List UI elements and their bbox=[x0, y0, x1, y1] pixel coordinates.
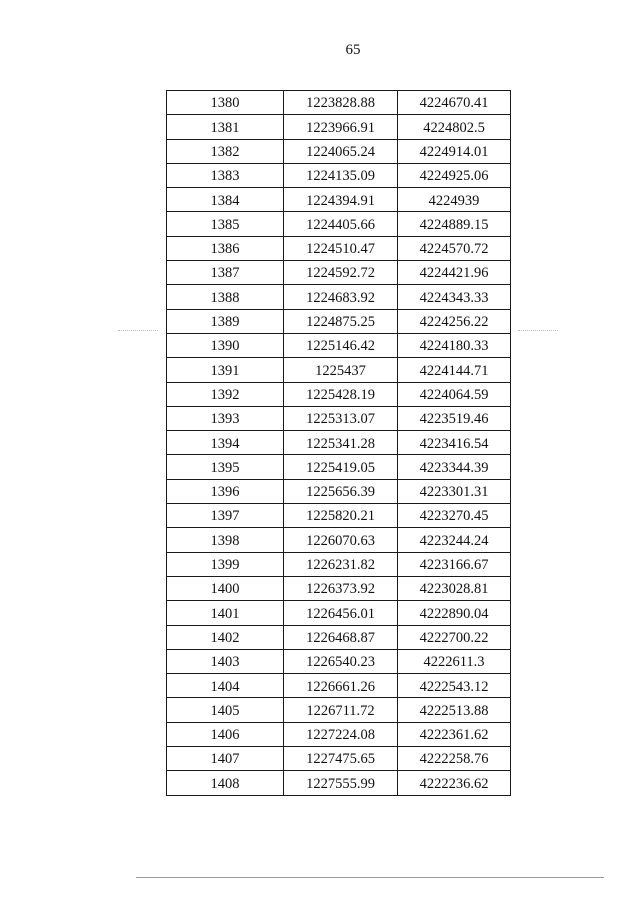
point-number-cell: 1407 bbox=[167, 747, 284, 771]
x-coordinate-cell: 1227555.99 bbox=[284, 771, 398, 795]
x-coordinate-cell: 1226661.26 bbox=[284, 674, 398, 698]
x-coordinate-cell: 1224065.24 bbox=[284, 139, 398, 163]
point-number-cell: 1392 bbox=[167, 382, 284, 406]
point-number-cell: 1403 bbox=[167, 649, 284, 673]
scan-artifact-dots-left bbox=[118, 330, 158, 331]
x-coordinate-cell: 1224405.66 bbox=[284, 212, 398, 236]
point-number-cell: 1389 bbox=[167, 309, 284, 333]
page-bottom-rule bbox=[136, 877, 604, 878]
point-number-cell: 1383 bbox=[167, 163, 284, 187]
y-coordinate-cell: 4224914.01 bbox=[398, 139, 511, 163]
point-number-cell: 1382 bbox=[167, 139, 284, 163]
x-coordinate-cell: 1225146.42 bbox=[284, 333, 398, 357]
table-row bbox=[167, 91, 511, 115]
y-coordinate-cell: 4222513.88 bbox=[398, 698, 511, 722]
x-coordinate-cell: 1225656.39 bbox=[284, 479, 398, 503]
x-coordinate-cell: 1226540.23 bbox=[284, 649, 398, 673]
table-row bbox=[167, 528, 511, 552]
x-coordinate-cell: 1224683.92 bbox=[284, 285, 398, 309]
point-number-cell: 1386 bbox=[167, 236, 284, 260]
point-number-cell: 1398 bbox=[167, 528, 284, 552]
x-coordinate-cell: 1227475.65 bbox=[284, 747, 398, 771]
y-coordinate-cell: 4223416.54 bbox=[398, 431, 511, 455]
table-row bbox=[167, 576, 511, 600]
point-number-cell: 1390 bbox=[167, 333, 284, 357]
y-coordinate-cell: 4223301.31 bbox=[398, 479, 511, 503]
x-coordinate-cell: 1224592.72 bbox=[284, 261, 398, 285]
table-row bbox=[167, 333, 511, 357]
y-coordinate-cell: 4222611.3 bbox=[398, 649, 511, 673]
page-number: 65 bbox=[345, 42, 361, 58]
coordinates-table bbox=[166, 90, 511, 796]
table-row bbox=[167, 674, 511, 698]
x-coordinate-cell: 1226456.01 bbox=[284, 601, 398, 625]
y-coordinate-cell: 4224180.33 bbox=[398, 333, 511, 357]
y-coordinate-cell: 4224939 bbox=[398, 188, 511, 212]
point-number-cell: 1404 bbox=[167, 674, 284, 698]
y-coordinate-cell: 4223028.81 bbox=[398, 576, 511, 600]
x-coordinate-cell: 1225428.19 bbox=[284, 382, 398, 406]
table-row bbox=[167, 163, 511, 187]
table-row bbox=[167, 698, 511, 722]
table-row bbox=[167, 649, 511, 673]
y-coordinate-cell: 4224343.33 bbox=[398, 285, 511, 309]
x-coordinate-cell: 1224875.25 bbox=[284, 309, 398, 333]
y-coordinate-cell: 4222890.04 bbox=[398, 601, 511, 625]
point-number-cell: 1401 bbox=[167, 601, 284, 625]
y-coordinate-cell: 4224256.22 bbox=[398, 309, 511, 333]
x-coordinate-cell: 1226070.63 bbox=[284, 528, 398, 552]
point-number-cell: 1393 bbox=[167, 406, 284, 430]
x-coordinate-cell: 1223966.91 bbox=[284, 115, 398, 139]
x-coordinate-cell: 1224394.91 bbox=[284, 188, 398, 212]
table-row bbox=[167, 236, 511, 260]
y-coordinate-cell: 4224670.41 bbox=[398, 91, 511, 115]
point-number-cell: 1400 bbox=[167, 576, 284, 600]
x-coordinate-cell: 1226373.92 bbox=[284, 576, 398, 600]
table-row bbox=[167, 212, 511, 236]
y-coordinate-cell: 4222361.62 bbox=[398, 722, 511, 746]
table-row bbox=[167, 309, 511, 333]
y-coordinate-cell: 4222236.62 bbox=[398, 771, 511, 795]
x-coordinate-cell: 1223828.88 bbox=[284, 91, 398, 115]
table-row bbox=[167, 358, 511, 382]
point-number-cell: 1406 bbox=[167, 722, 284, 746]
coordinates-table-body bbox=[167, 91, 511, 796]
point-number-cell: 1387 bbox=[167, 261, 284, 285]
y-coordinate-cell: 4222700.22 bbox=[398, 625, 511, 649]
table-row bbox=[167, 431, 511, 455]
point-number-cell: 1385 bbox=[167, 212, 284, 236]
table-row bbox=[167, 504, 511, 528]
table-row bbox=[167, 601, 511, 625]
point-number-cell: 1395 bbox=[167, 455, 284, 479]
x-coordinate-cell: 1227224.08 bbox=[284, 722, 398, 746]
point-number-cell: 1384 bbox=[167, 188, 284, 212]
y-coordinate-cell: 4224802.5 bbox=[398, 115, 511, 139]
scan-artifact-dots-right bbox=[518, 330, 558, 331]
x-coordinate-cell: 1225437 bbox=[284, 358, 398, 382]
x-coordinate-cell: 1225313.07 bbox=[284, 406, 398, 430]
y-coordinate-cell: 4223519.46 bbox=[398, 406, 511, 430]
x-coordinate-cell: 1225419.05 bbox=[284, 455, 398, 479]
point-number-cell: 1408 bbox=[167, 771, 284, 795]
table-row bbox=[167, 771, 511, 795]
point-number-cell: 1405 bbox=[167, 698, 284, 722]
y-coordinate-cell: 4224064.59 bbox=[398, 382, 511, 406]
x-coordinate-cell: 1226468.87 bbox=[284, 625, 398, 649]
table-row bbox=[167, 406, 511, 430]
point-number-cell: 1380 bbox=[167, 91, 284, 115]
table-row bbox=[167, 722, 511, 746]
point-number-cell: 1399 bbox=[167, 552, 284, 576]
point-number-cell: 1381 bbox=[167, 115, 284, 139]
table-row bbox=[167, 479, 511, 503]
point-number-cell: 1394 bbox=[167, 431, 284, 455]
x-coordinate-cell: 1226231.82 bbox=[284, 552, 398, 576]
table-row bbox=[167, 261, 511, 285]
y-coordinate-cell: 4224925.06 bbox=[398, 163, 511, 187]
point-number-cell: 1396 bbox=[167, 479, 284, 503]
table-row bbox=[167, 552, 511, 576]
table-row bbox=[167, 285, 511, 309]
y-coordinate-cell: 4223270.45 bbox=[398, 504, 511, 528]
point-number-cell: 1402 bbox=[167, 625, 284, 649]
table-row bbox=[167, 139, 511, 163]
x-coordinate-cell: 1224510.47 bbox=[284, 236, 398, 260]
point-number-cell: 1388 bbox=[167, 285, 284, 309]
y-coordinate-cell: 4223166.67 bbox=[398, 552, 511, 576]
y-coordinate-cell: 4222258.76 bbox=[398, 747, 511, 771]
y-coordinate-cell: 4223244.24 bbox=[398, 528, 511, 552]
x-coordinate-cell: 1225341.28 bbox=[284, 431, 398, 455]
table-row bbox=[167, 455, 511, 479]
table-row bbox=[167, 747, 511, 771]
y-coordinate-cell: 4224421.96 bbox=[398, 261, 511, 285]
y-coordinate-cell: 4224889.15 bbox=[398, 212, 511, 236]
y-coordinate-cell: 4224144.71 bbox=[398, 358, 511, 382]
table-row bbox=[167, 382, 511, 406]
y-coordinate-cell: 4223344.39 bbox=[398, 455, 511, 479]
table-row bbox=[167, 188, 511, 212]
x-coordinate-cell: 1225820.21 bbox=[284, 504, 398, 528]
table-row bbox=[167, 115, 511, 139]
table-row bbox=[167, 625, 511, 649]
x-coordinate-cell: 1226711.72 bbox=[284, 698, 398, 722]
point-number-cell: 1391 bbox=[167, 358, 284, 382]
y-coordinate-cell: 4222543.12 bbox=[398, 674, 511, 698]
point-number-cell: 1397 bbox=[167, 504, 284, 528]
x-coordinate-cell: 1224135.09 bbox=[284, 163, 398, 187]
y-coordinate-cell: 4224570.72 bbox=[398, 236, 511, 260]
